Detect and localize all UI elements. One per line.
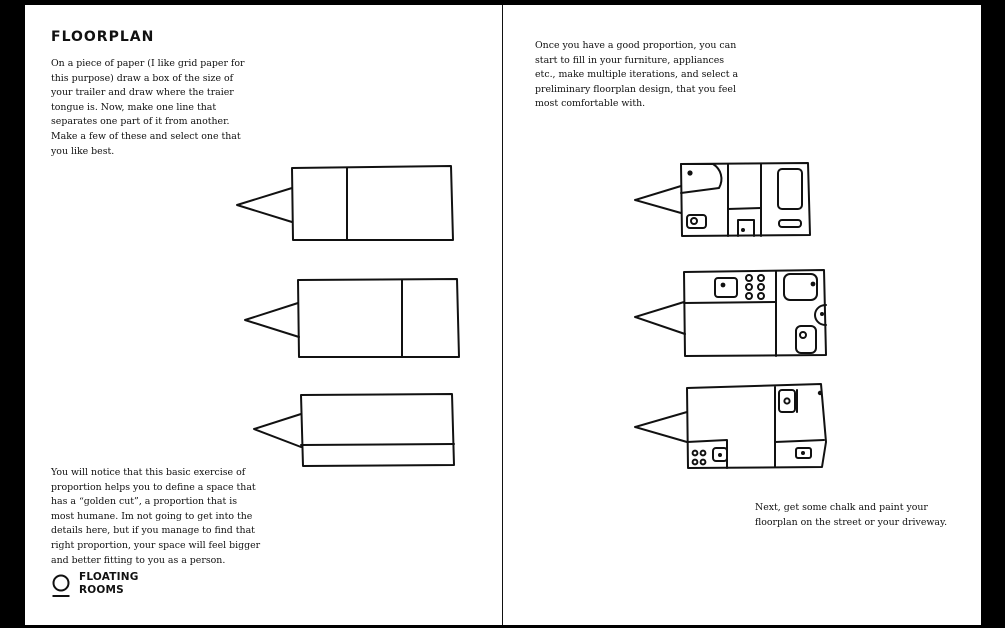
right-page <box>503 5 981 625</box>
floating-rooms-logo <box>51 571 139 597</box>
chalk-paragraph: Next, get some chalk and paint your floorplan on the street or your driveway. <box>755 502 948 528</box>
left-page <box>25 5 502 625</box>
proportion-paragraph: You will notice that this basic exercise of proportion helps you to define a space that has a “golden cut”, a proportion that is most humane. Im not going to get into the details here, but if you manage to find that right proportion, your space will feel bigger and better fitting to you as a person. <box>51 467 261 566</box>
trailer-floorplan-furnished-1-icon <box>631 155 816 240</box>
page-title: FLOORPLAN <box>51 29 155 45</box>
trailer-floorplan-furnished-2-icon <box>631 267 831 362</box>
logo-line-1: FLOATING <box>79 571 139 583</box>
trailer-sketch-horizontal-divider-icon <box>251 389 461 471</box>
intro-paragraph: On a piece of paper (I like grid paper for this purpose) draw a box of the size of your trailer and draw where the traier tongue is. Now, make one line that separates one part of it from another. Make a few of these and select one that you like best. <box>51 58 245 157</box>
circle-underline-logo-icon <box>51 571 71 597</box>
trailer-floorplan-furnished-3-icon <box>631 378 831 473</box>
trailer-sketch-right-divider-icon <box>243 273 468 363</box>
furniture-paragraph: Once you have a good proportion, you can start to fill in your furniture, appliances etc., make multiple iterations, and select a preliminary floorplan design, that you feel most comfortable with. <box>535 40 739 110</box>
trailer-sketch-vertical-divider-icon <box>235 160 460 245</box>
logo-line-2: ROOMS <box>79 583 124 596</box>
